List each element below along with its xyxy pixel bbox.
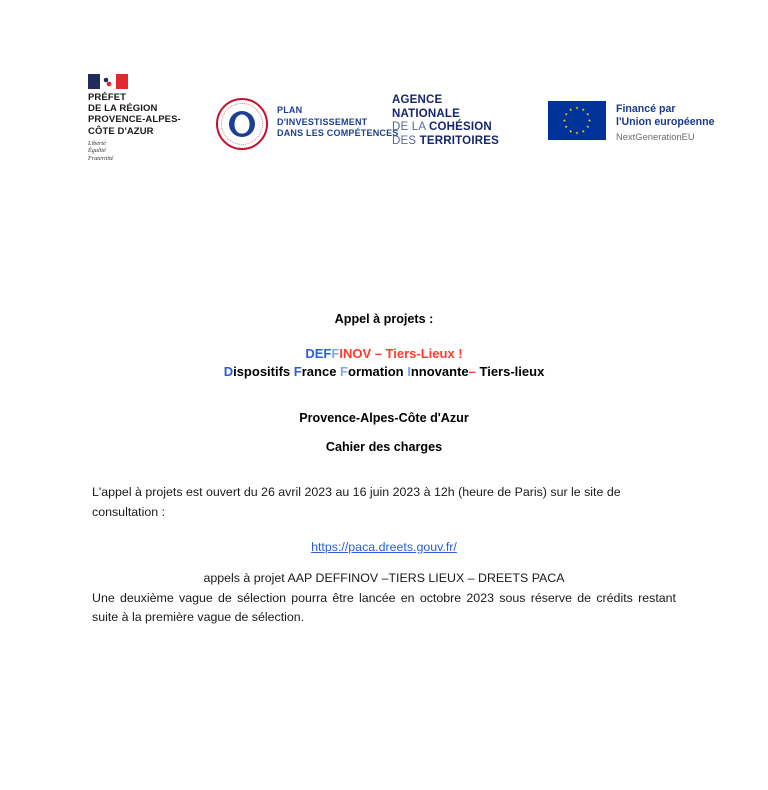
expansion-tiers-lieux: Tiers-lieux [475,364,545,379]
pic-line-1: PLAN [277,105,303,115]
eu-line-2: l'Union européenne [616,116,715,128]
eu-star-icon [575,106,578,109]
eu-star-icon [575,131,578,134]
logo-bar [0,68,768,168]
logo-prefecture-paca [88,74,181,162]
acronym-part-f: F [331,346,340,361]
consultation-site-link[interactable]: https://paca.dreets.gouv.fr/ [311,540,457,554]
motto-egalite: Égalité [88,147,106,155]
prefet-line-1: PRÉFET [88,92,127,103]
expansion-nnovante: nnovante [410,364,469,379]
link-line [92,538,676,556]
prefet-line-2: DE LA RÉGION [88,103,158,115]
acronym-part-def: DEF [305,346,332,361]
anct-text-block [392,94,499,148]
expansion-initial-f-formation: F [340,364,348,379]
expansion-initial-i-innovante: I [407,364,411,379]
anct-line-4 [392,135,499,149]
expansion-rance: rance [301,364,341,379]
eu-star-icon [588,119,591,122]
eu-flag-icon [548,101,606,140]
eu-star-icon [582,130,585,133]
eu-star-icon [586,113,589,116]
republic-motto [88,140,181,162]
motto-liberte: Liberté [88,139,106,147]
eu-star-icon [564,125,567,128]
anct-line-2: NATIONALE [392,107,461,120]
eu-star-icon [582,108,585,111]
link-caption: appels à projet AAP DEFFINOV –TIERS LIEUX – DREETS PACA [203,571,565,585]
eu-star-icon [564,113,567,116]
pic-line-3: DANS LES COMPÉTENCES [277,128,399,138]
expansion-initial-f-france: F [293,364,302,379]
title-acronym-deffinov [0,346,768,362]
logo-agence-nationale-cohesion-territoires [392,94,499,148]
motto-fraternite: Fraternité [88,154,114,162]
anct-line-3-light: DE LA [392,121,429,134]
eu-star-icon [569,130,572,133]
investir-avenir-seal-icon [216,98,268,150]
anct-line-1: AGENCE [392,94,443,106]
logo-union-europeenne [548,101,714,143]
eu-star-icon [569,108,572,111]
title-subtitle-cahier-des-charges: Cahier des charges [325,440,443,454]
anct-line-3-bold: COHÉSION [429,121,492,134]
anct-line-4-bold: TERRITOIRES [419,134,499,147]
eu-star-icon [563,119,566,122]
acronym-part-i: I [339,346,343,361]
eu-text-block [616,101,714,143]
expansion-ispositifs: ispositifs [233,364,294,379]
expansion-dash: – [468,364,476,379]
eu-star-icon [586,125,589,128]
eu-subtitle: NextGenerationEU [616,131,695,142]
paragraph-deuxieme-vague: Une deuxième vague de sélection pourra être lancée en octobre 2023 sous réserve de crédits restant suite à la première vague de sélection. [92,590,676,624]
pic-line-2: D'INVESTISSEMENT [277,116,368,127]
title-block [0,312,768,455]
pic-text-block [277,98,399,140]
acronym-part-nov-tiers-lieux: NOV – Tiers-Lieux ! [342,346,463,361]
anct-line-4-light: DES [392,134,420,147]
expansion-initial-d: D [223,364,234,379]
page-title-appel: Appel à projets : [334,312,434,326]
prefet-line-3: PROVENCE-ALPES- [88,114,181,126]
anct-line-3 [392,121,499,135]
paragraph-ouverture: L'appel à projets est ouvert du 26 avril 2023 au 16 juin 2023 à 12h (heure de Paris) sur le site de consultation : [92,485,621,519]
body-content [92,483,676,628]
prefet-title-text [88,92,181,137]
logo-plan-investissement-competences [216,98,399,150]
expansion-ormation: ormation [348,364,408,379]
title-region: Provence-Alpes-Côte d'Azur [299,411,469,425]
french-flag-marianne-icon [88,74,128,89]
title-expansion-dispositifs [0,364,768,380]
prefet-line-4: CÔTE D'AZUR [88,125,154,137]
eu-line-1: Financé par [616,103,676,115]
